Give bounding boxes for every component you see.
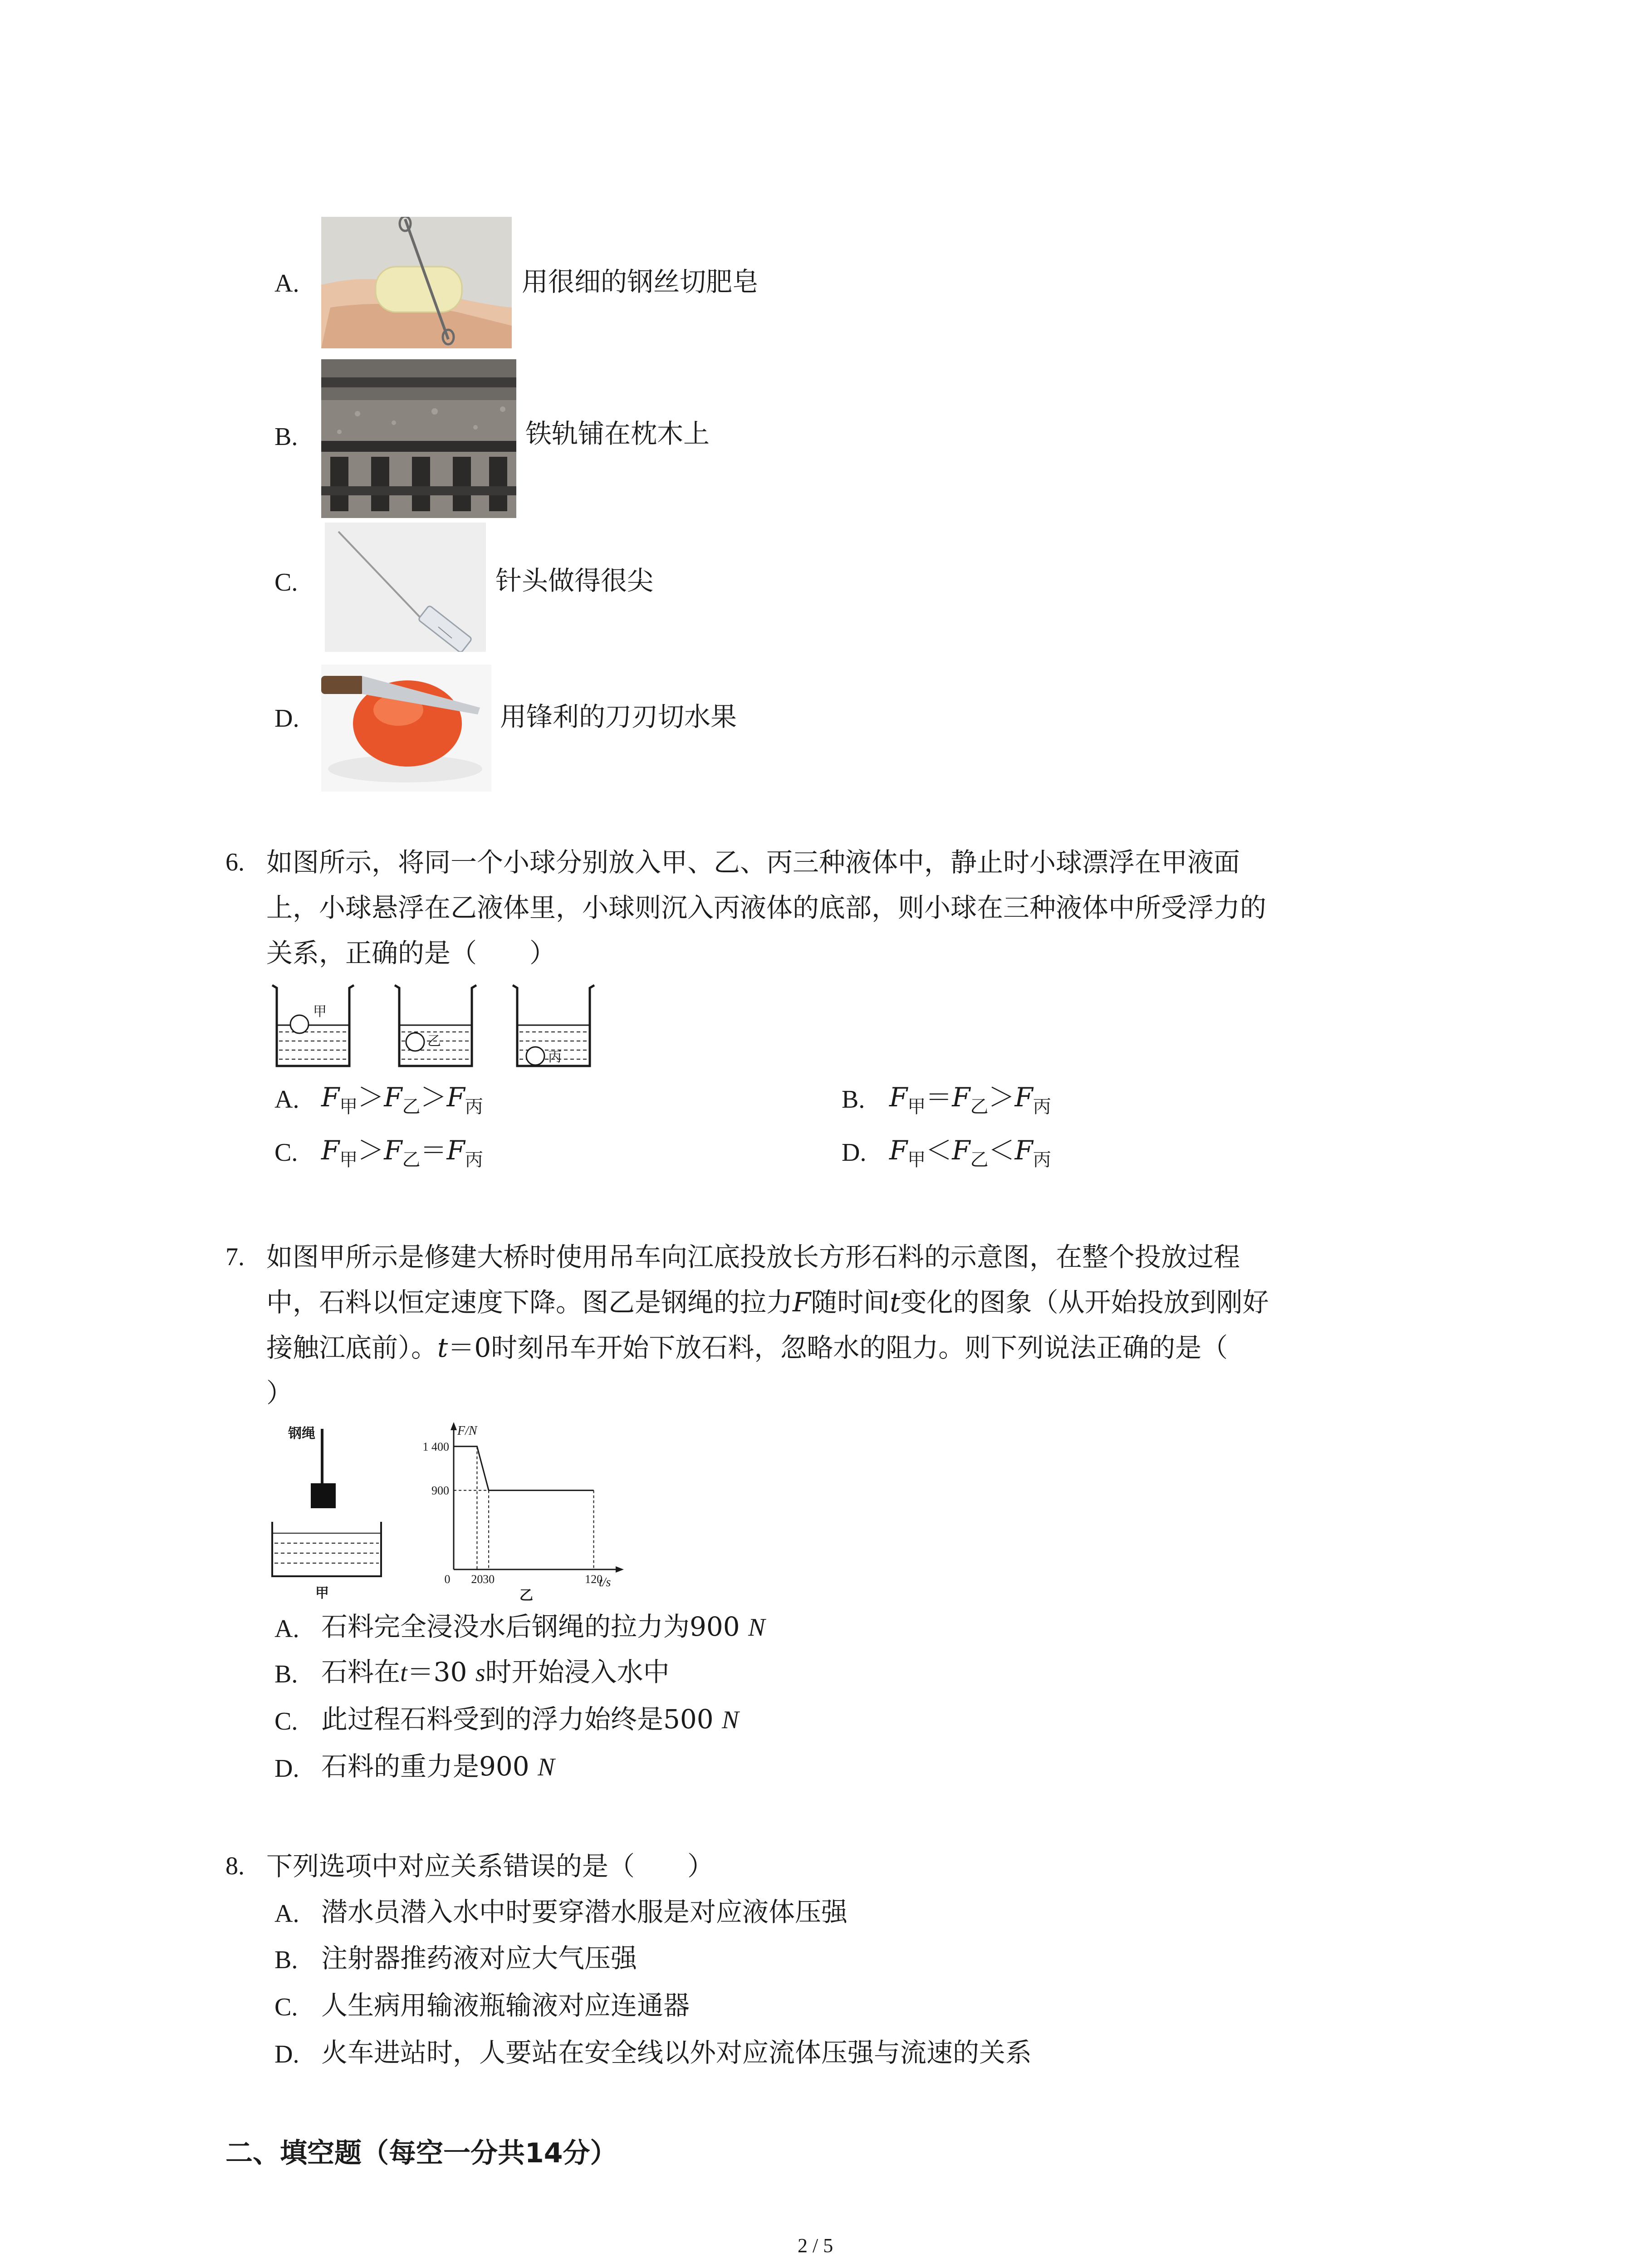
option-formula: $F_甲>F_乙=F_丙$ <box>321 1135 483 1170</box>
option-letter: A. <box>274 1900 299 1928</box>
photo-knife-fruit <box>321 665 491 792</box>
option-letter: D. <box>842 1139 867 1167</box>
figure-jia-stone-rope <box>268 1420 395 1601</box>
option-text: 针头做得很尖 <box>495 565 654 596</box>
option-letter: A. <box>274 1615 299 1643</box>
option-letter: B. <box>274 423 298 451</box>
y-tick-label: 1 400 <box>422 1440 449 1453</box>
force-line <box>454 1447 594 1491</box>
option-text: 石料完全浸没水后钢绳的拉力为900 N <box>321 1611 765 1642</box>
x-tick-label: 120 <box>585 1573 603 1586</box>
option-formula: $F_甲=F_乙>F_丙$ <box>889 1082 1051 1117</box>
beaker-label: 甲 <box>313 1004 327 1020</box>
question-number: 7. <box>225 1243 245 1271</box>
beakers-figure <box>268 980 603 1070</box>
option-formula: $F_甲>F_乙>F_丙$ <box>321 1082 483 1117</box>
question-stem-line: 如图甲所示是修建大桥时使用吊车向江底投放长方形石料的示意图，在整个投放过程 <box>266 1242 1240 1272</box>
option-text: 此过程石料受到的浮力始终是500 N <box>321 1704 739 1735</box>
option-letter: B. <box>274 1946 298 1974</box>
option-text: 潜水员潜入水中时要穿潜水服是对应液体压强 <box>321 1897 848 1927</box>
question-number: 8. <box>225 1852 245 1880</box>
y-axis-label: F/N <box>457 1424 477 1438</box>
photo-railway-track <box>321 359 516 518</box>
option-letter: B. <box>274 1660 298 1688</box>
question-number: 6. <box>225 848 245 876</box>
question-stem-line: ） <box>266 1378 293 1408</box>
option-letter: A. <box>274 1085 299 1114</box>
option-text: 用很细的钢丝切肥皂 <box>522 266 759 297</box>
option-letter: C. <box>274 1707 298 1735</box>
option-text: 人生病用输液瓶输液对应连通器 <box>321 1990 690 2021</box>
option-text: 铁轨铺在枕木上 <box>525 418 710 449</box>
beaker-bing <box>513 985 594 1066</box>
question-stem-line: 关系，正确的是（ ） <box>266 938 556 968</box>
option-letter: B. <box>842 1085 865 1114</box>
option-letter: D. <box>274 2040 299 2068</box>
option-text: 石料的重力是900 N <box>321 1751 555 1782</box>
option-letter: D. <box>274 704 299 733</box>
y-axis-arrow <box>451 1422 457 1430</box>
x-tick-label: 30 <box>483 1573 495 1586</box>
option-text: 石料在t＝30 s时开始浸入水中 <box>321 1657 670 1687</box>
figure-caption: 甲 <box>315 1585 329 1601</box>
question-stem-line: 下列选项中对应关系错误的是（ ） <box>266 1851 714 1882</box>
option-letter: C. <box>274 568 298 596</box>
x-axis-arrow <box>616 1566 624 1573</box>
question-stem-line: 如图所示，将同一个小球分别放入甲、乙、丙三种液体中，静止时小球漂浮在甲液面 <box>266 847 1240 878</box>
page-number: 2 / 5 <box>798 2234 833 2257</box>
photo-syringe-needle <box>325 523 486 652</box>
option-formula: $F_甲<F_乙<F_丙$ <box>889 1135 1051 1170</box>
section-title: 二、填空题（每空一分共14分） <box>225 2137 617 2169</box>
x-tick-label: 20 <box>471 1573 483 1586</box>
question-stem-line: 上，小球悬浮在乙液体里，小球则沉入丙液体的底部，则小球在三种液体中所受浮力的 <box>266 892 1267 923</box>
option-letter: C. <box>274 1139 298 1167</box>
option-letter: C. <box>274 1993 298 2021</box>
option-letter: D. <box>274 1755 299 1783</box>
rope-label: 钢绳 <box>288 1426 315 1442</box>
beaker-label: 丙 <box>548 1049 562 1065</box>
beaker-yi <box>395 985 476 1066</box>
photo-soap-wire <box>321 217 512 348</box>
option-text: 火车进站时，人要站在安全线以外对应流体压强与流速的关系 <box>321 2037 1032 2068</box>
y-tick-label: 900 <box>431 1484 449 1497</box>
chart-caption: 乙 <box>519 1588 533 1603</box>
beaker-label: 乙 <box>427 1033 441 1049</box>
option-letter: A. <box>274 269 299 298</box>
option-text: 用锋利的刀刃切水果 <box>500 701 737 732</box>
beaker-jia <box>272 985 354 1066</box>
option-text: 注射器推药液对应大气压强 <box>321 1943 637 1974</box>
figure-yi-force-time-chart <box>404 1418 640 1603</box>
x-tick-label: 0 <box>444 1573 451 1586</box>
x-axis-label: t/s <box>599 1575 611 1589</box>
question-stem-line: 中，石料以恒定速度下降。图乙是钢绳的拉力F随时间t变化的图象（从开始投放到刚好 <box>266 1287 1269 1318</box>
question-stem-line: 接触江底前）。t＝0时刻吊车开始下放石料，忽略水的阻力。则下列说法正确的是（ <box>266 1332 1228 1363</box>
